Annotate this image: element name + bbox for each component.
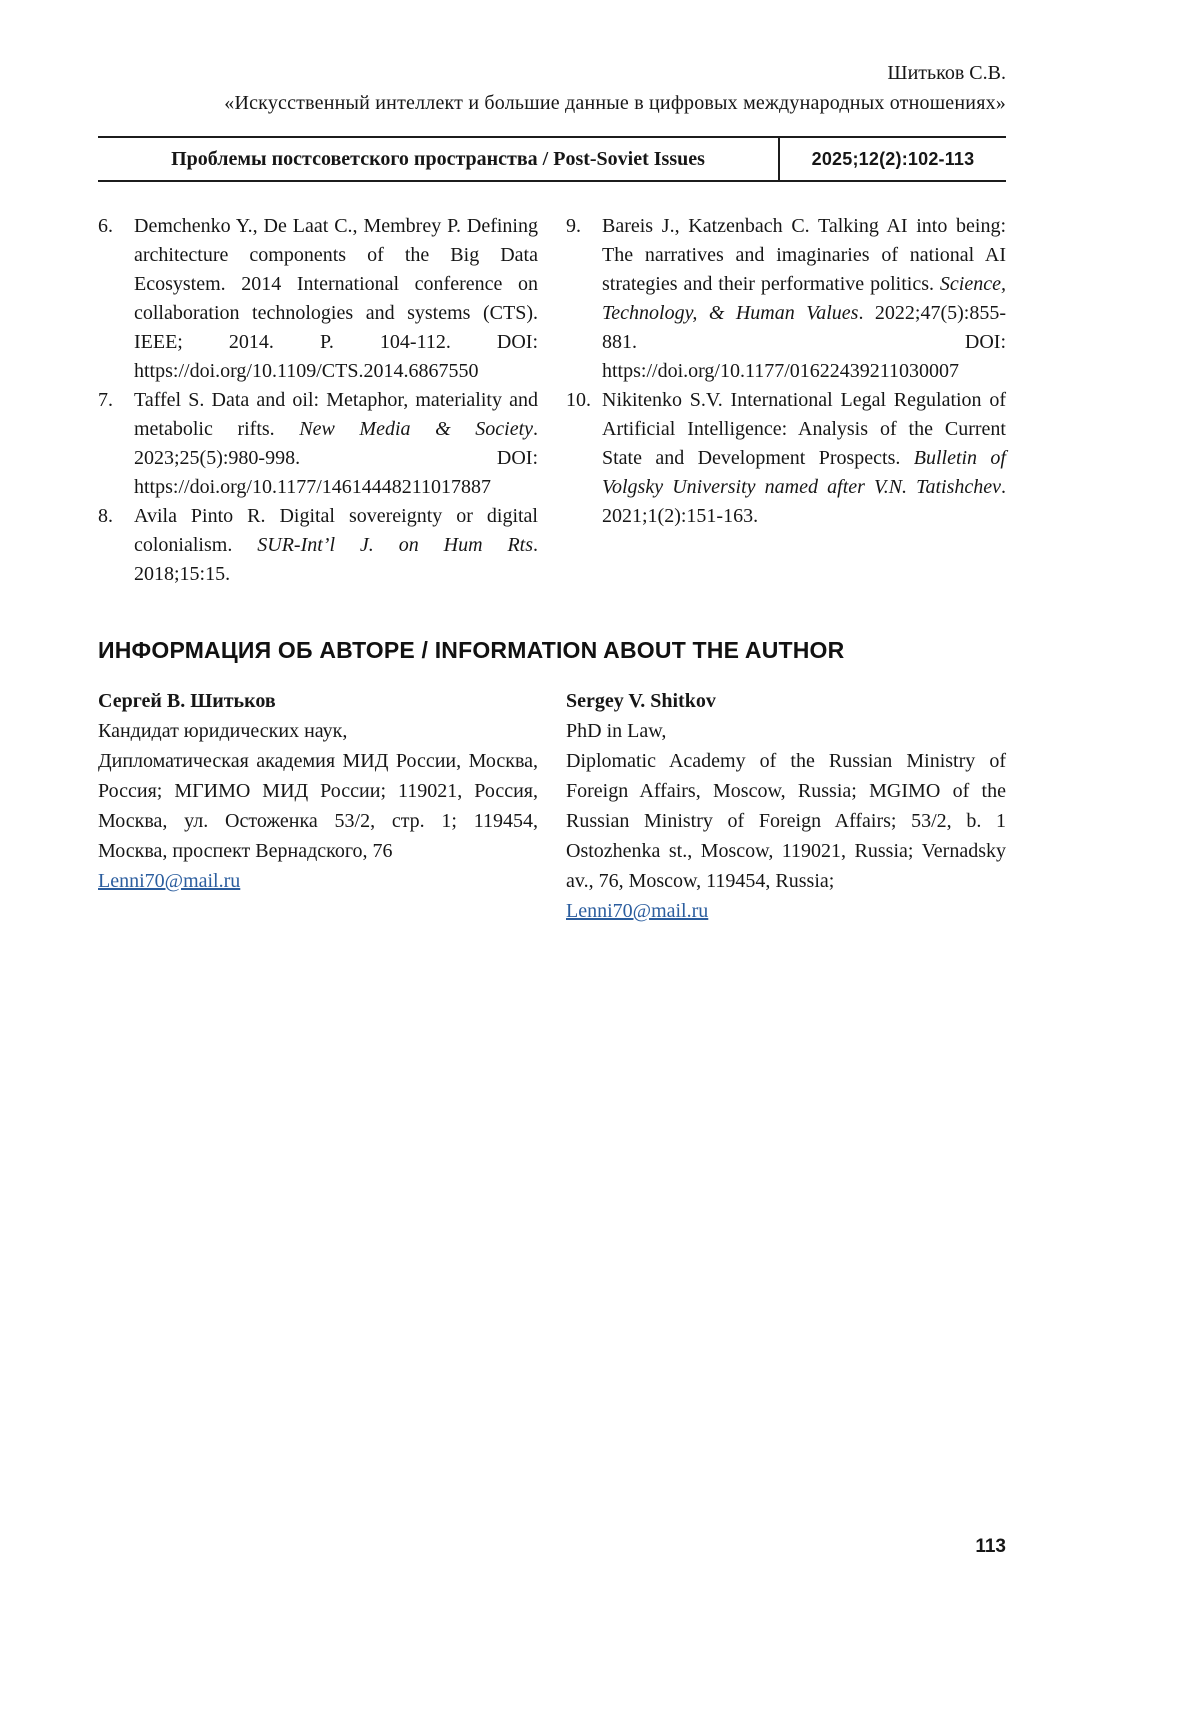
content-area bbox=[98, 0, 1006, 926]
references-section bbox=[98, 212, 1006, 589]
author-email-link-en[interactable]: Lenni70@mail.ru bbox=[566, 900, 709, 922]
reference-text-segment: . 2021;1(2):151-163. bbox=[602, 476, 1006, 527]
reference-text-segment: . 2018;15:15. bbox=[134, 534, 538, 585]
reference-text-segment: . 2023;25(5):980-998. DOI: https://doi.org/10.1177/14614448211017887 bbox=[134, 418, 538, 498]
journal-issue: 2025;12(2):102-113 bbox=[811, 148, 975, 169]
reference-text bbox=[134, 386, 538, 502]
reference-journal-title: New Media & Society bbox=[299, 418, 533, 440]
author-info-english bbox=[566, 686, 1006, 926]
reference-text bbox=[134, 212, 538, 386]
reference-text bbox=[602, 386, 1006, 531]
reference-number: 8. bbox=[98, 505, 113, 527]
reference-journal-title: Science, Technology, & Human Values bbox=[602, 273, 1006, 324]
reference-journal-title: SUR-Int’l J. on Hum Rts bbox=[257, 534, 533, 556]
reference-journal-title: Bulletin of Volgsky University named after V.N. Tatishchev bbox=[602, 447, 1006, 498]
reference-item bbox=[566, 386, 1006, 531]
reference-item bbox=[98, 502, 538, 589]
journal-bar bbox=[98, 136, 1006, 182]
reference-item bbox=[98, 212, 538, 386]
journal-title: Проблемы постсоветского пространства / Post-Soviet Issues bbox=[171, 147, 705, 170]
author-affiliation-ru: Дипломатическая академия МИД России, Москва, Россия; МГИМО МИД России; 119021, Россия, Москва, ул. Остоженка 53/2, стр. 1; 119454, Москва, проспект Вернадского, 76 bbox=[98, 750, 538, 862]
author-affiliation-en: Diplomatic Academy of the Russian Ministry of Foreign Affairs, Moscow, Russia; MGIMO of the Russian Ministry of Foreign Affairs; 53/2, b. 1 Ostozhenka st., Moscow, 119021, Russia; Vernadsky av., 76, Moscow, 119454, Russia; bbox=[566, 750, 1006, 892]
reference-text-segment: Demchenko Y., De Laat C., Membrey P. Defining architecture components of the Big Data Ecosystem. 2014 International conference on collaboration technologies and systems (CTS). IEEE; 2014. P. 104-112. DOI: https://doi.org/10.1109/CTS.2014.6867550 bbox=[134, 215, 538, 382]
reference-text bbox=[602, 212, 1006, 386]
author-name-en: Sergey V. Shitkov bbox=[566, 690, 716, 712]
author-degree-ru: Кандидат юридических наук, bbox=[98, 720, 348, 742]
reference-number: 10. bbox=[566, 389, 591, 411]
author-degree-en: PhD in Law, bbox=[566, 720, 667, 742]
author-name-ru: Сергей В. Шитьков bbox=[98, 690, 276, 712]
author-info-section bbox=[98, 686, 1006, 926]
running-head bbox=[98, 0, 1006, 118]
reference-text-segment: Avila Pinto R. Digital sovereignty or digital colonialism. bbox=[134, 505, 538, 556]
reference-text-segment: Taffel S. Data and oil: Metaphor, materiality and metabolic rifts. bbox=[134, 389, 538, 440]
reference-item bbox=[566, 212, 1006, 386]
reference-text bbox=[134, 502, 538, 589]
author-info-russian bbox=[98, 686, 538, 926]
references-column-left bbox=[98, 212, 538, 589]
page-number: 113 bbox=[975, 1536, 1006, 1557]
reference-number: 9. bbox=[566, 215, 581, 237]
reference-number: 6. bbox=[98, 215, 113, 237]
references-column-right bbox=[566, 212, 1006, 589]
reference-number: 7. bbox=[98, 389, 113, 411]
running-head-title: «Искусственный интеллект и большие данные в цифровых международных отношениях» bbox=[224, 92, 1006, 114]
author-info-heading: ИНФОРМАЦИЯ ОБ АВТОРЕ / INFORMATION ABOUT THE AUTHOR bbox=[98, 637, 845, 663]
reference-text-segment: Nikitenko S.V. International Legal Regulation of Artificial Intelligence: Analysis of the Current State and Development Prospects. bbox=[602, 389, 1006, 469]
author-email-link-ru[interactable]: Lenni70@mail.ru bbox=[98, 870, 241, 892]
running-head-author: Шитьков С.В. bbox=[887, 62, 1006, 84]
reference-text-segment: . 2022;47(5):855-881. DOI: https://doi.org/10.1177/01622439211030007 bbox=[602, 302, 1006, 382]
reference-item bbox=[98, 386, 538, 502]
reference-text-segment: Bareis J., Katzenbach C. Talking AI into being: The narratives and imaginaries of national AI strategies and their performative politics. bbox=[602, 215, 1006, 295]
